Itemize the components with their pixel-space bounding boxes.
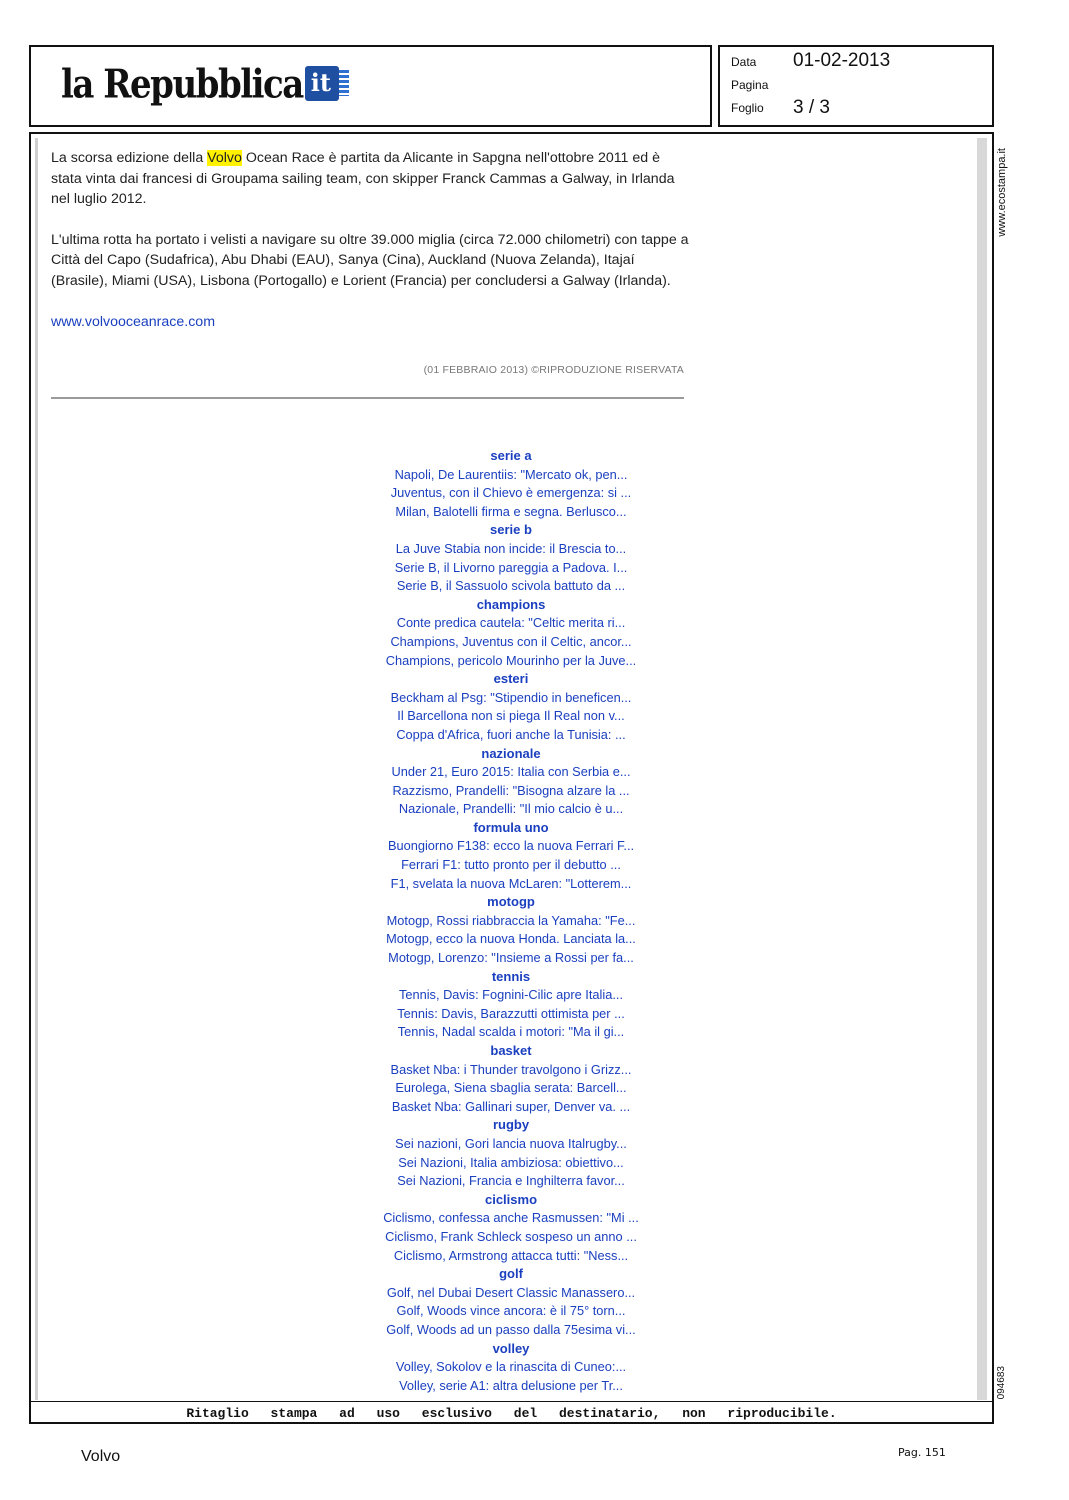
news-link[interactable]: Basket Nba: i Thunder travolgono i Grizz... xyxy=(390,1061,632,1077)
article-paragraph-2: L'ultima rotta ha portato i velisti a navigare su oltre 39.000 miglia (circa 72.000 chilometri) con tappe a Città del Capo (Sudafrica), Abu Dhabi (EAU), Sanya (Cina), Auckland (Nuova Zelanda), Itajaí (Brasile), Miami (USA), Lisbona (Portogallo) e Lorient (Francia) per concludersi a Galway (Irlanda). xyxy=(51,231,689,289)
news-link[interactable]: Golf, Woods ad un passo dalla 75esima vi... xyxy=(386,1321,636,1337)
sport-news-list xyxy=(361,447,661,1395)
news-link[interactable]: Sei Nazioni, Italia ambiziosa: obiettivo... xyxy=(398,1154,624,1170)
header-logo-box xyxy=(29,45,712,127)
volvo-ocean-race-link[interactable]: www.volvooceanrace.com xyxy=(51,313,216,330)
section-title[interactable]: tennis xyxy=(491,968,531,984)
data-value: 01-02-2013 xyxy=(793,50,891,71)
section-title[interactable]: esteri xyxy=(493,671,529,687)
news-link[interactable]: Champions, Juventus con il Celtic, ancor... xyxy=(390,633,632,649)
news-link[interactable]: Volley, Sokolov e la rinascita di Cuneo:... xyxy=(395,1359,627,1375)
logo-wordmark: la Repubblica xyxy=(61,62,303,108)
news-link[interactable]: Conte predica cautela: "Celtic merita ri... xyxy=(396,615,626,631)
news-link[interactable]: Tennis: Davis, Barazzutti ottimista per ... xyxy=(397,1005,625,1021)
news-link[interactable]: La Juve Stabia non incide: il Brescia to... xyxy=(395,540,627,556)
section-title[interactable]: nazionale xyxy=(481,745,541,761)
news-link[interactable]: Sei nazioni, Gori lancia nuova Italrugby... xyxy=(395,1135,627,1151)
section-title[interactable]: serie b xyxy=(490,522,532,538)
left-border-bar xyxy=(35,138,38,1400)
clipping-frame xyxy=(29,132,994,1424)
foglio-label: Foglio xyxy=(731,101,764,115)
news-link[interactable]: Ciclismo, Frank Schleck sospeso un anno ... xyxy=(385,1228,637,1244)
news-link[interactable]: Golf, Woods vince ancora: è il 75° torn... xyxy=(396,1303,626,1319)
news-link[interactable]: Napoli, De Laurentiis: "Mercato ok, pen... xyxy=(394,466,628,482)
section-title[interactable]: formula uno xyxy=(473,819,549,835)
section-title[interactable]: basket xyxy=(490,1043,532,1058)
footer-divider xyxy=(31,1401,992,1402)
news-link[interactable]: Ciclismo, confessa anche Rasmussen: "Mi ... xyxy=(383,1210,639,1226)
news-link[interactable]: Under 21, Euro 2015: Italia con Serbia e... xyxy=(391,764,631,780)
news-link[interactable]: Razzismo, Prandelli: "Bisogna alzare la ... xyxy=(392,782,630,798)
logo-badge: it xyxy=(305,66,339,101)
article-paragraph-1: La scorsa edizione della Volvo Ocean Race è partita da Alicante in Sapgna nell'ottobre 2011 ed è stata vinta dai francesi di Groupama sailing team, con skipper Franck Cammas a Galway, in Irlanda nel luglio 2012. xyxy=(51,150,675,208)
ecostampa-side-text: www.ecostampa.it xyxy=(996,148,1008,237)
section-title[interactable]: volley xyxy=(492,1340,530,1356)
foglio-value: 3 / 3 xyxy=(793,97,830,118)
data-label: Data xyxy=(731,55,757,69)
news-link[interactable]: F1, svelata la nuova McLaren: "Lotterem... xyxy=(390,875,632,891)
news-link[interactable]: Golf, nel Dubai Desert Classic Manassero... xyxy=(386,1284,636,1300)
news-link[interactable]: Serie B, il Sassuolo scivola battuto da ... xyxy=(396,578,626,594)
news-link[interactable]: Sei Nazioni, Francia e Inghilterra favor... xyxy=(397,1173,625,1189)
divider xyxy=(51,397,684,399)
page-number: Pag. 151 xyxy=(898,1446,946,1459)
news-link[interactable]: Serie B, il Livorno pareggia a Padova. I... xyxy=(394,559,628,575)
keyword-label: Volvo xyxy=(81,1448,121,1465)
news-link[interactable]: Nazionale, Prandelli: "Il mio calcio è u... xyxy=(398,801,624,817)
news-link[interactable]: Il Barcellona non si piega Il Real non v... xyxy=(397,708,625,724)
news-link[interactable]: Volley, serie A1: altra delusione per Tr... xyxy=(399,1377,623,1393)
news-link[interactable]: Coppa d'Africa, fuori anche la Tunisia: ... xyxy=(396,726,626,742)
news-link[interactable]: Ciclismo, Armstrong attacca tutti: "Ness... xyxy=(393,1247,629,1263)
header-meta-box xyxy=(718,45,994,127)
news-link[interactable]: Tennis, Nadal scalda i motori: "Ma il gi... xyxy=(397,1024,625,1040)
news-link[interactable]: Motogp, ecco la nuova Honda. Lanciata la... xyxy=(386,931,636,947)
news-link[interactable]: Motogp, Rossi riabbraccia la Yamaha: "Fe... xyxy=(386,912,636,928)
section-title[interactable]: motogp xyxy=(487,894,535,910)
news-link[interactable]: Buongiorno F138: ecco la nuova Ferrari F... xyxy=(387,838,635,854)
news-link[interactable]: Beckham al Psg: "Stipendio in beneficen... xyxy=(390,689,632,705)
news-link[interactable]: Tennis, Davis: Fognini-Cilic apre Italia... xyxy=(398,987,624,1003)
section-title[interactable]: ciclismo xyxy=(484,1191,538,1207)
repubblica-logo[interactable] xyxy=(61,62,339,108)
side-code: 094683 xyxy=(996,1366,1007,1400)
pagina-label: Pagina xyxy=(731,78,769,92)
section-title[interactable]: golf xyxy=(499,1266,523,1282)
article-body xyxy=(51,148,691,332)
section-title[interactable]: rugby xyxy=(492,1117,530,1133)
highlight-volvo: Volvo xyxy=(207,150,242,166)
footer-disclaimer: Ritaglio stampa ad uso esclusivo del destinatario, non riproducibile. xyxy=(186,1406,837,1421)
section-title[interactable]: champions xyxy=(476,596,546,612)
scrollbar[interactable] xyxy=(977,138,987,1400)
article-credit: (01 FEBBRAIO 2013) ©RIPRODUZIONE RISERVATA xyxy=(423,364,684,376)
news-link[interactable]: Eurolega, Siena sbaglia serata: Barcell... xyxy=(395,1080,627,1096)
news-link[interactable]: Juventus, con il Chievo è emergenza: si ... xyxy=(390,485,632,501)
news-link[interactable]: Basket Nba: Gallinari super, Denver va. ... xyxy=(391,1098,631,1114)
section-title[interactable]: serie a xyxy=(490,448,532,463)
news-link[interactable]: Milan, Balotelli firma e segna. Berlusco... xyxy=(395,503,627,519)
news-link[interactable]: Champions, pericolo Mourinho per la Juve... xyxy=(385,652,637,668)
news-link[interactable]: Ferrari F1: tutto pronto per il debutto ... xyxy=(401,857,621,873)
news-link[interactable]: Motogp, Lorenzo: "Insieme a Rossi per fa... xyxy=(388,950,634,966)
